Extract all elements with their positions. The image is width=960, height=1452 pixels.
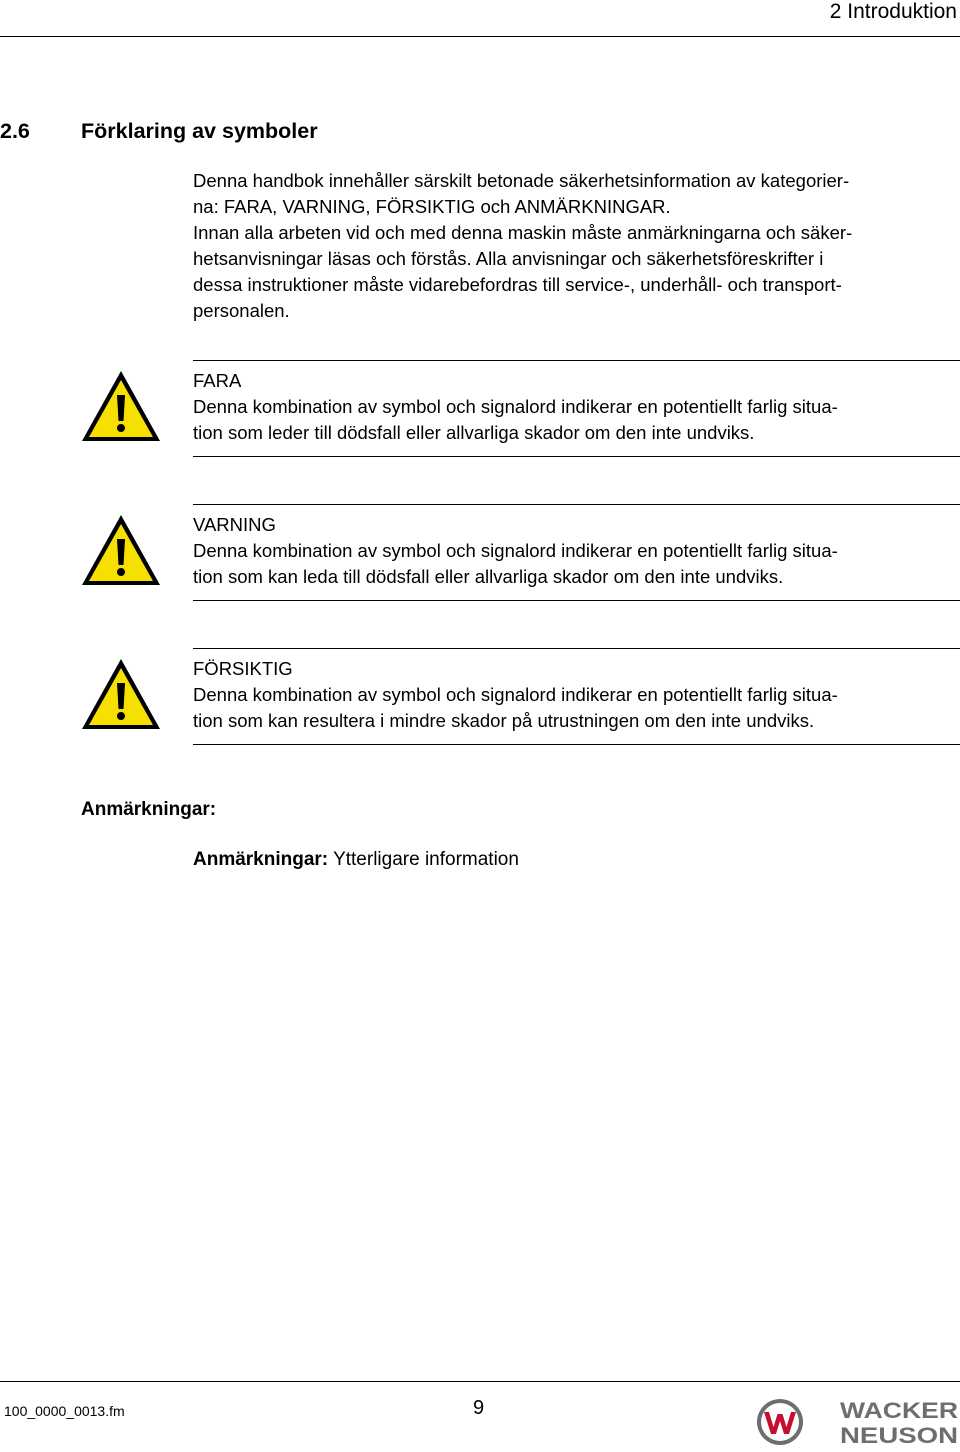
warning-triangle-icon xyxy=(80,513,162,587)
svg-text:NEUSON: NEUSON xyxy=(840,1423,958,1447)
notice-line: tion som leder till dödsfall eller allvarliga skador om den inte undviks. xyxy=(193,422,755,443)
footer-filename: 100_0000_0013.fm xyxy=(4,1403,125,1419)
notice-line: Denna kombination av symbol och signalord indikerar en potentiellt farlig situa- xyxy=(193,540,838,561)
intro-line: personalen. xyxy=(193,300,290,321)
notice-divider-top xyxy=(193,648,960,649)
notice-divider-bottom xyxy=(193,744,960,745)
signal-word: FARA xyxy=(193,370,242,391)
running-header-chapter: 2 Introduktion xyxy=(829,0,957,23)
notice-warning xyxy=(193,512,960,590)
intro-line: hetsanvisningar läsas och förstås. Alla anvisningar och säkerhetsföreskrifter i xyxy=(193,248,824,269)
notice-divider-bottom xyxy=(193,456,960,457)
warning-triangle-icon xyxy=(80,369,162,443)
notes-text: Ytterligare information xyxy=(328,849,519,870)
notice-divider-top xyxy=(193,360,960,361)
notes-label: Anmärkningar: xyxy=(193,849,329,870)
svg-text:WACKER: WACKER xyxy=(840,1398,959,1423)
header-divider xyxy=(0,36,960,37)
notice-line: tion som kan resultera i mindre skador på utrustningen om den inte undviks. xyxy=(193,710,815,731)
section-number: 2.6 xyxy=(0,119,30,143)
intro-line: Innan alla arbeten vid och med denna maskin måste anmärkningarna och säker- xyxy=(193,222,853,243)
signal-word: FÖRSIKTIG xyxy=(193,658,293,679)
signal-word: VARNING xyxy=(193,514,276,535)
notice-divider-top xyxy=(193,504,960,505)
intro-line: Denna handbok innehåller särskilt betonade säkerhetsinformation av kategorier- xyxy=(193,170,850,191)
footer-divider xyxy=(0,1381,960,1382)
notes-heading: Anmärkningar: xyxy=(81,799,217,820)
section-title: Förklaring av symboler xyxy=(81,119,318,143)
notice-divider-bottom xyxy=(193,600,960,601)
notice-line: Denna kombination av symbol och signalord indikerar en potentiellt farlig situa- xyxy=(193,396,838,417)
notice-danger xyxy=(193,368,960,446)
notice-line: tion som kan leda till dödsfall eller allvarliga skador om den inte undviks. xyxy=(193,566,784,587)
intro-text xyxy=(193,168,958,324)
warning-triangle-icon xyxy=(80,657,162,731)
intro-line: na: FARA, VARNING, FÖRSIKTIG och ANMÄRKNINGAR. xyxy=(193,196,671,217)
notice-caution xyxy=(193,656,960,734)
page-number: 9 xyxy=(473,1397,485,1419)
intro-line: dessa instruktioner måste vidarebefordras till service-, underhåll- och transport- xyxy=(193,274,842,295)
wacker-neuson-logo xyxy=(754,1396,960,1447)
notes-example xyxy=(193,847,519,873)
notice-line: Denna kombination av symbol och signalord indikerar en potentiellt farlig situa- xyxy=(193,684,838,705)
